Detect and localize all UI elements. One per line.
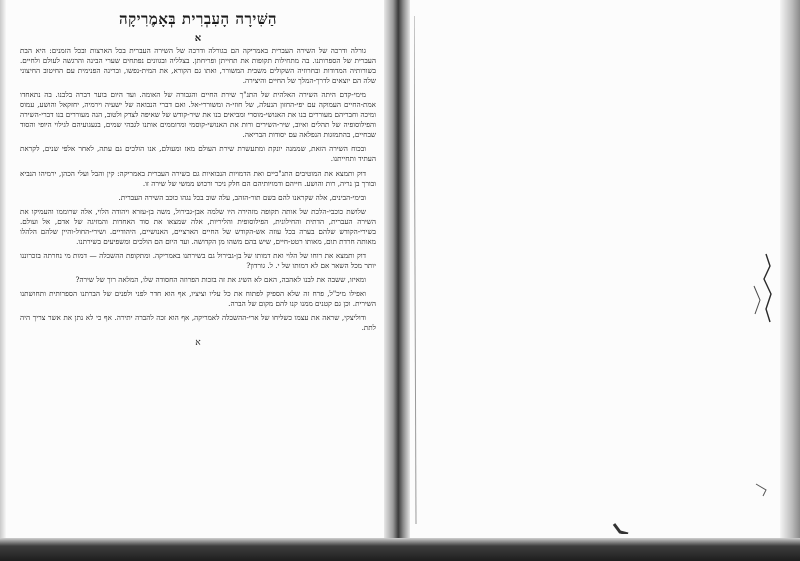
left-page-edge (0, 0, 6, 540)
paragraph: גורלה ודרכה של השירה העברית באמריקה הם בגורלה ודרכה של השירה העברית בכל הארצות ובכל הזמנים: היא הבת העברית של הספרותנו. בה מתחילות תקופות את תחייתן ופריחתן. בצלליה ובגוונים נפתחים שערי הבינה והרגשה לעולם ולחיים. בשורותיה המדודות ובחרוזיה השקולים משבית המשורר, ואתו גם הקורא, את המית-נפשו, וברינה הפנימית עם החיטוב החיצוני שלה הם יוצאים לדרך-המלך של החיים והיצירה. (20, 46, 376, 86)
page-footer-mark: א (195, 338, 201, 349)
right-page-blank (414, 4, 778, 534)
paragraph: ומאיזו, ששבה את לבנו לאהבה, האם לא השיג את זה בזכות הפרוזה החסודה שלו, המלאה רוך של שירה? (75, 274, 366, 284)
scan-bottom-edge (0, 538, 800, 561)
section-letter: א (194, 33, 202, 44)
paragraph: דוק ותמצא את רוחו של הלוי ואת דמותו של בן-גבירול גם בשירתנו באמריקה. ומתקופת ההשכלה — דמות מי נחרתה בזכרוננו יותר מכל השאר אם לא דמותו של י. ל. גורדון? (20, 250, 376, 270)
scan-artifacts (414, 4, 778, 534)
paragraph: דוק ותמצא את המוטיבים התנ"כיים ואת הדמויות הנבואיות גם בשירה העברית באמריקה: קין והבל ועלי הכהן, ירמיהו הנביא ובורך בן נריה, רות והושע. חייהם ודמויותיהם הם חלק ניכר ורכוש ממשי של שירה זו. (20, 168, 376, 188)
paragraph: שלושת כוכבי-הלכת של אותה תקופה מזהירה היו שלמה אבן-גבירול, משה בן-עזרא ויהודה הלוי, אלה שרוממו והעמיקו את השירה העברית, הדתית והחילונית, הפילוסופית והליריות, אלה שמצאו את סוד האחדות והמזיגה של אדם, אל ועולם. בשירי-הקודש שלהם בערה בכל עוזה אש-הקודש של החיים הארציים, האנושיים, היהודיים. ושירי-החול-והיין שלהם הלהלו מאותה חרדת תום, מאותו רטט-חיים, שיש בהם משהו מן הקדושה. ועד היום הם הולכים ומשפיעים בשירתנו. (20, 206, 376, 246)
page-title: הַשִּׁירָה הָעִבְרִית בְּאָמֶרִיקָה (118, 10, 278, 28)
book-gutter (384, 0, 410, 561)
left-page (20, 6, 376, 531)
right-page-edge (780, 0, 800, 540)
paragraph: ודוליצקי, שראה את עצמו כשליחו של ארי-ההשכלה לאמריקה, אף הוא זכה להברה יתירה. אף כי לא נתן את אשר צריך היה לתת. (20, 313, 376, 333)
paragraph: מימי-קדם היתה השירה האלהית של התנ"ך שירת החיים והגבורה של האומה. ועד היום בוער דברה בלבנו. בה נתאחדו אמת-החיים העמוקה עם יפי-החזון הנעלה, של חוזי-ה ומשוררי-אל. ואם דברי הנבואה של ישעיה וירמיה, יחזקאל והושע, עמוס ומיכה וחבריהם מעוררים בנו את האנושי-מוסרי ומביאים בנו את שיר-קודש של שאיפה לצדק ולטוב, הנה מעוררים בנו דברי-השירה והפילוסופיה של תהלים ואיוב, שיר-השירים ורות את האנושי-קוסמי ומרוממים אותנו לגבהי שמים, בגעגועיהם לגילוי היופי והסוד שבחיים, בהתמזגות הנפלאה עם יסודות הבריאה. (20, 90, 376, 140)
paragraph: ואפילו מיכ"ל, פרח זה שלא הספיק לפתוח את כל עליו וציציו, אף הוא חדר לפני ולפנים של הברתנו הספרותית ותחושתנו השירית. וכן גם קטנים ממנו קנו להם מקום של הברה. (20, 288, 376, 309)
paragraph: ובכוח השירה הזאת, שממנה יונקת ומתעשרת שירת העולם מאז ומעולם, אנו הולכים גם עתה, לאחר אלפי שנים, לקראת העתיד ותחייתנו. (20, 144, 376, 164)
paragraph: ובימי-הבינים, אלה שקראנו להם בשם תור-הזהב, עלה שוב בכל נגהו כוכב השירה העברית. (118, 192, 366, 202)
